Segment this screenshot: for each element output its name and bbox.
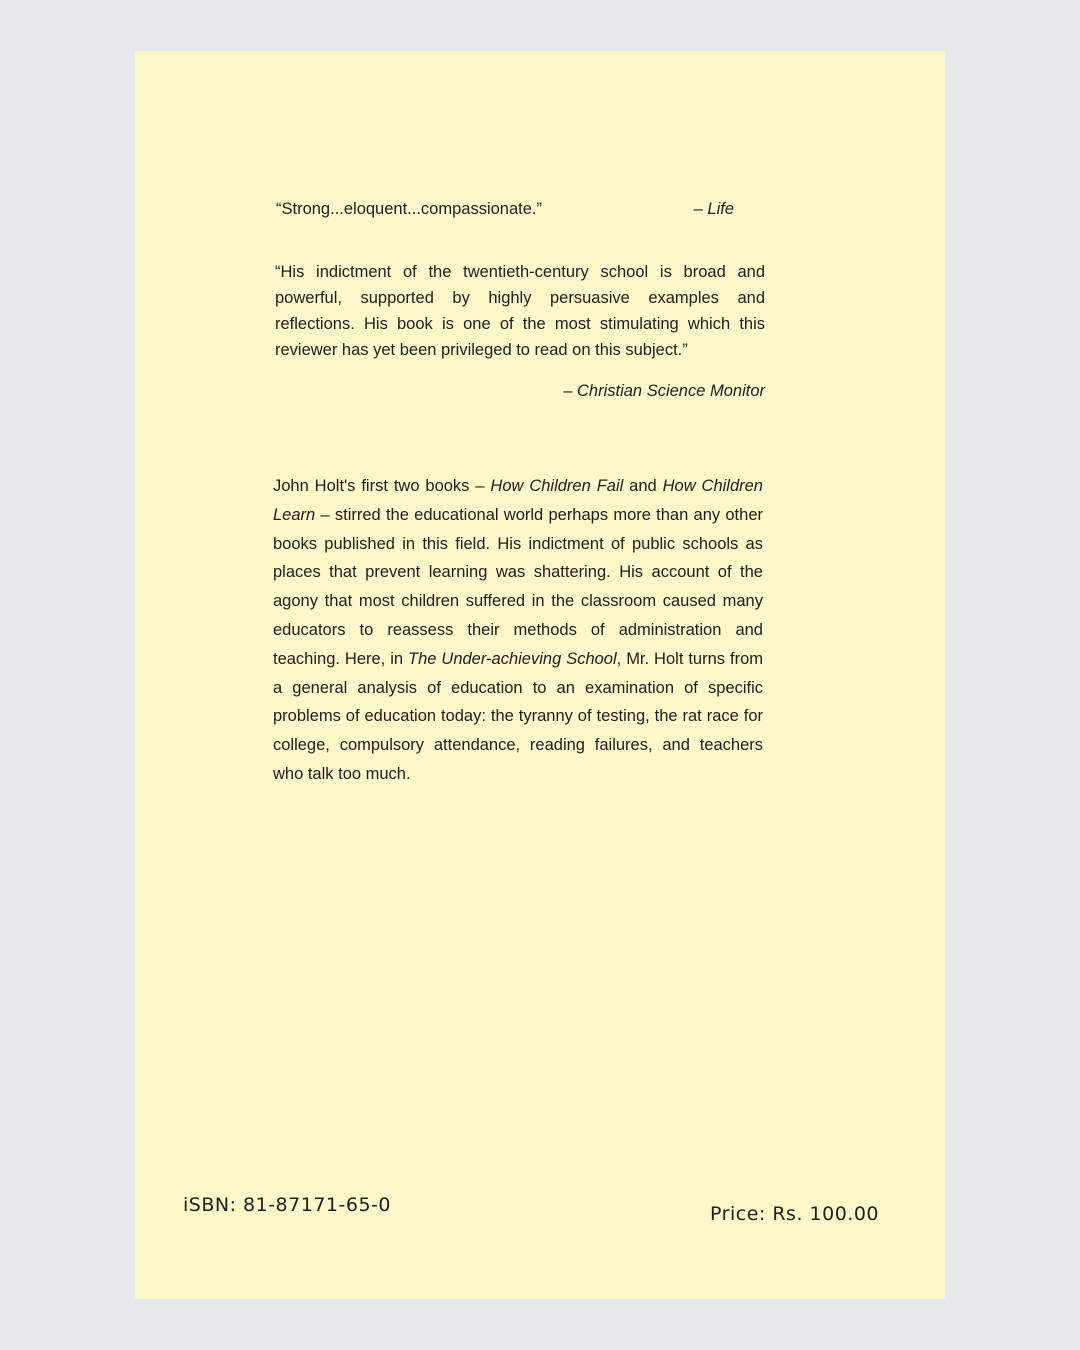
book-title: How Children Learn bbox=[273, 477, 763, 524]
review-quote-csm: “His indictment of the twentieth-century school is broad and powerful, supported by highly persuasive examples and reflections. His book is one of the most stimulating which this reviewer has yet been privileged to read on this subject.” bbox=[275, 263, 765, 359]
book-title: The Under-achieving School bbox=[408, 649, 617, 668]
price: Price: Rs. 100.00 bbox=[710, 1203, 879, 1225]
quote-attribution: – Life bbox=[693, 200, 734, 218]
back-cover bbox=[135, 51, 945, 1299]
review-quote-life bbox=[276, 200, 734, 219]
isbn: iSBN: 81-87171-65-0 bbox=[183, 1194, 391, 1216]
book-description: John Holt's first two books – How Children Fail and How Children Learn – stirred the educational world perhaps more than any other books published in this field. His indictment of public schools as places that prevent learning was shattering. His account of the agony that most children suffered in the classroom caused many educators to reassess their methods of administration and teaching. Here, in The Under-achieving School, Mr. Holt turns from a general analysis of education to an examination of specific problems of education today: the tyranny of testing, the rat race for college, compulsory attendance, reading failures, and teachers who talk too much. bbox=[273, 477, 763, 783]
attribution-source: Christian Science Monitor bbox=[577, 382, 765, 400]
quote-attribution-csm: – Christian Science Monitor bbox=[563, 382, 765, 400]
book-title: How Children Fail bbox=[490, 477, 624, 495]
quote-text: “Strong...eloquent...compassionate.” bbox=[276, 200, 542, 218]
attribution-source: Life bbox=[707, 200, 734, 218]
